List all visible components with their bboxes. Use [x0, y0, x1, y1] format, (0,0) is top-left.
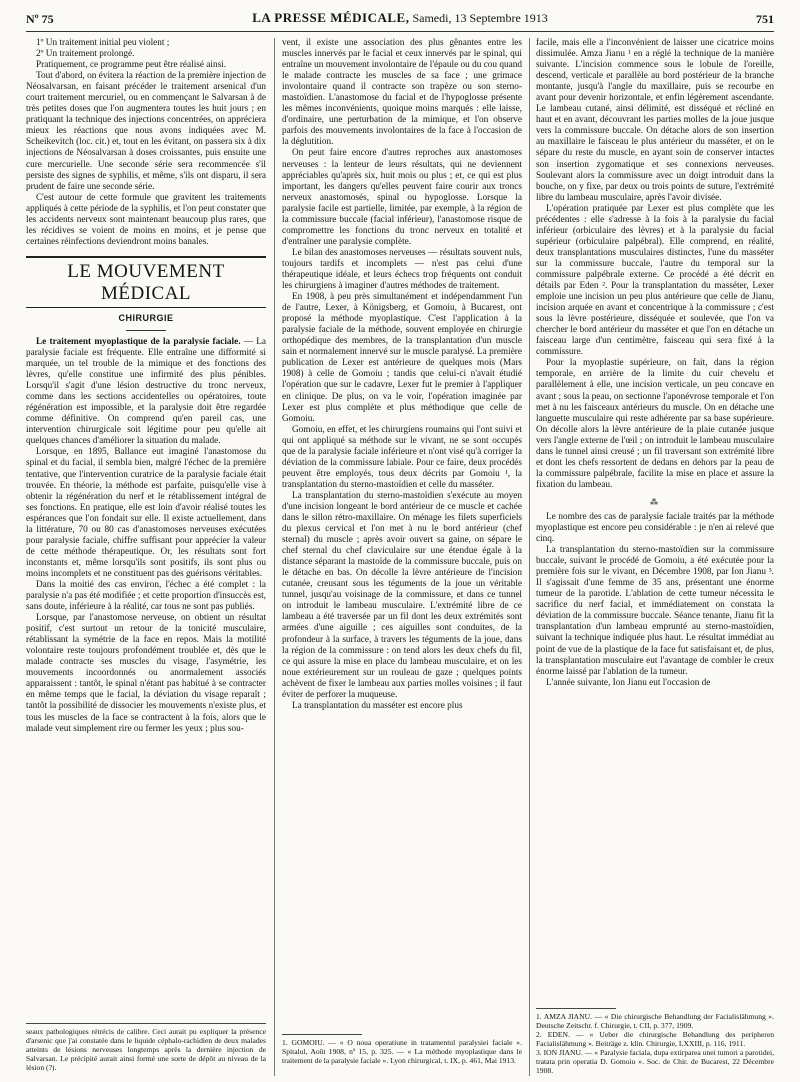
footnote-rule: [282, 1034, 362, 1035]
footnote-text: seaux pathologiques rétrécis de calibre. Ceci aurait pu expliquer la présence d'arsenic que j'ai constatée dans le liquide céphalo-rachidien de deux malades atteints de lésions nerveuses longtemps après la dernière injection de Salvarsan. Le précipité aurait ainsi formé une sorte de dépôt au niveau de la lésion (?).: [26, 1027, 266, 1072]
paragraph: L'année suivante, Ion Jianu eut l'occasion de: [546, 677, 711, 688]
paragraph: Le bilan des anastomoses nerveuses — résultats souvent nuls, toujours tardifs et incomplets — n'est pas celui d'une thérapeutique idéale, et leurs échecs trop fréquents ont conduit les chirurgiens à imaginer d'autres méthodes de traitement.: [282, 247, 522, 292]
footnote-continued: [26, 1023, 266, 1072]
paragraph: La transplantation du masséter est encore plus: [292, 700, 463, 711]
journal-name: LA PRESSE MÉDICALE,: [252, 10, 410, 25]
paragraph: L'opération pratiquée par Lexer est plus complète que les précédentes : elle s'adresse à la fois à la paralysie du facial inférieur (orbiculaire des lèvres) et à la paralysie du facial supérieur (orbiculaire palpébral). Elle comprend, en réalité, deux transplantations musculaires distinctes, l'une du masséter sur la commissure buccale, l'autre du temporal sur la commissure palpébrale externe. Ce procédé a été décrit en détails par Eden ². Pour la transplantation du masséter, Lexer emploie une incision un peu plus antérieure que celle de Jianu, incision arquée en avant et concentrique à la commissure ; c'est sous la lèvre postérieure, disséquée et soulevée, que l'on va chercher le bord antérieur du masséter et que l'on en détache un faisceau large d'un centimètre, faisceau qui sera fixé à la commissure.: [536, 203, 774, 358]
page-number: 751: [756, 12, 774, 26]
paragraph: facile, mais elle a l'inconvénient de laisser une cicatrice moins dissimulée. Amza Jianu ¹ en a réglé la technique de la manière suivante. L'incision commence sous le lobule de l'oreille, descend, verticale et parallèle au bord postérieur de la branche montante, jusqu'à l'angle du maxillaire, puis se recourbe en avant pour devenir horizontale, et enfin légèrement ascendante. Le lambeau cutané, ainsi délimité, est disséqué et récliné en haut et en avant, découvrant les parties molles de la joue jusque vers la commissure buccale. On détache alors de son insertion au maxillaire le faisceau le plus antérieur du masséter, et on le sépare du reste du muscle, en ayant soin de conserver intactes son insertion zygomatique et ses connexions nerveuses. Soulevant alors la commissure avec un doigt introduit dans la bouche, on y fixe, par deux ou trois points de suture, l'extrémité libre du lambeau musculaire, après l'avoir divisée.: [536, 38, 774, 203]
paragraph: Le nombre des cas de paralysie faciale traités par la méthode myoplastique est encore peu considérable : je n'en ai relevé que cinq.: [536, 511, 774, 545]
column-divider-1: [274, 38, 275, 1076]
issue-number: Nº 75: [26, 12, 54, 26]
paragraph: 1º Un traitement initial peu violent ;: [36, 38, 170, 48]
paragraph: En 1908, à peu près simultanément et indépendamment l'un de l'autre, Lexer, à Königsberg, et Gomoiu, à Bucarest, ont proposé la méthode myoplastique. C'est l'application à la paralysie faciale de la méthode, souvent employée en chirurgie orthopédique des membres, de la transplantation d'un muscle sain et normalement innervé sur le muscle paralysé. La première publication de Lexer est antérieure de quelques mois (Mars 1908) à celle de Gomoiu ; tandis que celui-ci n'avait étudié l'opération que sur le cadavre, Lexer fut le premier à l'appliquer en clinique. De plus, on va le voir, l'opération imaginée par Lexer est plus complète et plus méthodique que celle de Gomoiu.: [282, 292, 522, 424]
paragraph: Tout d'abord, on évitera la réaction de la première injection de Néosalvarsan, en faisant précéder le traitement arsenical d'un court traitement mercuriel, ou en commençant le Salvarsan à de très petites doses que l'on augmentera toutes les huit jours ; en pratiquant la technique des injections concentrées, on appréciera mieux les réactions que nous avons indiquées avec M. Scheikevitch (loc. cit.) et, tout en les évitant, on passera six à dix injections de Néosalvarsan à doses croissantes, puis ensuite une cure mercurielle. Une seconde série sera recommencée s'il persiste des signes de syphilis, et même, s'ils ont disparu, il sera prudent de faire une seconde série.: [26, 71, 266, 192]
footnotes: [536, 1008, 774, 1075]
paragraph: Gomoiu, en effet, et les chirurgiens roumains qui l'ont suivi et qui ont appliqué sa méthode sur le vivant, ne se sont occupés que de la paralysie faciale inférieure et n'ont visé qu'à corriger la déviation de la commissure labiale. Pour ce faire, deux procédés peuvent être employés, tous deux décrits par Gomoiu ¹, la transplantation du sterno-mastoïdien et celle du masséter.: [282, 424, 522, 490]
footnotes: [282, 1034, 522, 1065]
paragraph: Dans la moitié des cas environ, l'échec a été complet : la paralysie n'a pas été modifiée ; et cette proportion d'insuccès est, sans doute, inférieure à la réalité, car tous ne sont pas publiés.: [26, 579, 266, 613]
column-2: [282, 38, 522, 712]
page-header: [26, 6, 774, 32]
section-separator: ⁂: [650, 497, 660, 507]
article-title: Le traitement myoplastique de la paralysie faciale.: [36, 336, 241, 347]
paragraph: vent, il existe une association des plus gênantes entre les muscles innervés par le facial et ceux innervés par le spinal, qui entraîne un mouvement involontaire de l'épaule ou du cou quand le malade contracte les muscles de sa face ; une grimace involontaire quand il contracte son trapèze ou son sterno-mastoïdien. L'anastomose du facial et de l'hypoglosse présente les mêmes inconvénients, quoique moins marqués : elle laisse, d'ordinaire, une perturbation de la mimique, et l'on observe parfois des mouvements involontaires de la face à l'occasion de la déglutition.: [282, 38, 522, 148]
article-lead: [26, 337, 266, 447]
paragraph: On peut faire encore d'autres reproches aux anastomoses nerveuses : la lenteur de leurs résultats, qui ne deviennent appréciables qu'après six, huit mois ou plus ; et, ce qui est plus important, les dangers qu'elles peuvent faire courir aux troncs nerveux anastomosés, spinal ou hypoglosse. Lorsque la paralysie facile est partielle, limitée, par exemple, à la région de la commissure buccale (facial inférieur), l'anastomose risque de compromettre les fonctions du tronc nerveux en totalité et d'entraîner une paralysie complète.: [282, 148, 522, 247]
subsection-rule: [126, 330, 166, 331]
paragraph-text: — La paralysie faciale est fréquente. Elle entraîne une difformité si marquée, un tel trouble de la mimique et des fonctions des lèvres, qu'elle constitue une infirmité des plus pénibles. Lorsqu'il s'agit d'une lésion destructive du tronc nerveux, comme dans les sections accidentelles ou opératoires, toute régénération est impossible, et la paralysie doit être regardée comme définitive. On comprend qu'en pareil cas, une intervention chirurgicale soit légitime pour peu qu'elle ait quelques chances d'améliorer la situation du malade.: [26, 336, 266, 447]
footnote: 1. GOMOIU. — « O noua operatiune in tratamentul paralysiei faciale ». Spitalul, Août 1908, nº 15, p. 325. — « La méthode myoplastique dans le traitement de la paralysie faciale ». Lyon chirurgical, t. IX, p. 461, Mai 1913.: [282, 1038, 522, 1065]
section-heading: LE MOUVEMENT MÉDICAL: [26, 256, 266, 308]
paragraph: Lorsque, par l'anastomose nerveuse, on obtient un résultat positif, c'est surtout un retour de la tonicité musculaire, rétablissant la symétrie de la face en repos. Mais la motilité volontaire reste toujours profondément troublée et, dès que le malade contracte ses muscles du visage, l'asymétrie, les mouvements incoordonnés ou anormalement associés apparaissent : tantôt, le spinal n'étant pas habitué à se contracter en même temps que le facial, la déviation du visage reparaît ; tantôt la possibilité de dissocier les mouvements n'existe plus, et tous les muscles de la face se contractent à la fois, alors que le malade veut simplement rire ou fermer les yeux ; plus sou-: [26, 613, 266, 734]
issue-date: Samedi, 13 Septembre 1913: [412, 11, 548, 25]
subsection-heading: CHIRURGIE: [118, 312, 174, 323]
paragraph: Lorsque, en 1895, Ballance eut imaginé l'anastomose du spinal et du facial, il sembla bien, malgré l'échec de la première tentative, que l'intervention curatrice de la paralysie faciale était trouvée. En théorie, la méthode est parfaite, puisqu'elle vise à obtenir la régénération du nerf et le rétablissement intégral de ses fonctions. En pratique, elle est loin d'avoir réalisé toutes les espérances que l'on fondait sur elle. Il existe actuellement, dans la littérature, 70 ou 80 cas d'anastomoses nerveuses exécutées pour paralysie faciale, chiffre suffisant pour apprécier la valeur de cette méthode thérapeutique. Or, les résultats sont fort inconstants et, même lorsqu'ils sont positifs, ils sont plus ou moins incomplets et ne constituent pas des guérisons véritables.: [26, 447, 266, 579]
running-title: [26, 10, 774, 26]
paragraph: Pour la myoplastie supérieure, on fait, dans la région temporale, en arrière de la limite du cuir chevelu et parallèlement à elle, une incision verticale, un peu concave en avant ; sous la peau, on sectionne l'aponévrose temporale et l'on met à nu les faisceaux antérieurs du muscle. On en détache une languette musculaire qui reste adhérente par sa base supérieure. On décolle alors la lèvre antérieure de la plaie cutanée jusque vers l'angle externe de l'œil ; on introduit le lambeau musculaire dans le tunnel ainsi creusé ; un fil traversant son extrémité libre et dont les chefs ressortent de dedans en dehors par la peau de la commissure palpébrale, facilite la mise en place et assure la fixation du lambeau.: [536, 358, 774, 490]
footnote: 1. AMZA JIANU. — « Die chirurgische Behandlung der Facialislähmung ». Deutsche Zeitschr. f. Chirurgie, t. CII, p. 377, 1909.: [536, 1012, 774, 1030]
paragraph: C'est autour de cette formule que gravitent les traitements appliqués à cette période de la syphilis, et l'on peut constater que les accidents nerveux sont maintenant beaucoup plus rares, que les récidives se voient de moins en moins, et je pense que certaines réinfections deviendront moins banales.: [26, 192, 266, 247]
column-1: [26, 38, 266, 735]
paragraph: 2º Un traitement prolongé.: [36, 49, 135, 60]
footnote: 3. ION JIANU. — « Paralysie faciala, dupa extirparea unei tumori a parotidei, tratata prin operatia D. Gomoiu ». Soc. de Chir. de Bucarest, 22 Décembre 1908.: [536, 1048, 774, 1075]
paragraph: La transplantation du sterno-mastoïdien s'exécute au moyen d'une incision longeant le bord antérieur de ce muscle et cachée dans le sillon rétro-maxillaire. On ménage les filets superficiels du plexus cervical et l'on met à nu le bord antérieur (chef sternal) du muscle ; après avoir ouvert sa gaine, on sépare le chef sternal du chef claviculaire sur une étendue égale à la distance séparant la mastoïde de la commissure buccale, puis on le détache en bas. On décolle la lèvre antérieure de l'incision cutanée, creusant sous les téguments de la joue un véritable tunnel, jusqu'au voisinage de la commissure, et dans ce tunnel on introduit le lambeau musculaire. L'extrémité libre de ce lambeau a été traversée par un fil dont les deux extrémités sont armées d'une aiguille ; ces aiguilles sont conduites, de la profondeur à la surface, à travers les téguments de la joue, dans la région de la commissure : on tend alors les deux chefs du fil, ce qui assure la mise en place du lambeau musculaire, et on les noue extérieurement sur un rouleau de gaze ; quelques points achèvent de fixer le lambeau aux parties molles voisines ; il faut éviter de perforer la muqueuse.: [282, 490, 522, 700]
footnote-rule: [536, 1008, 616, 1009]
header-rule: [26, 31, 774, 32]
paragraph: Pratiquement, ce programme peut être réalisé ainsi.: [36, 60, 227, 71]
footnote-rule: [26, 1023, 266, 1024]
column-divider-2: [529, 38, 530, 1076]
paragraph: La transplantation du sterno-mastoïdien sur la commissure buccale, suivant le procédé de Gomoiu, a été exécutée pour la première fois sur le vivant, en Décembre 1908, par Ion Jianu ³. Il s'agissait d'une femme de 35 ans, présentant une énorme tumeur de la parotide. L'ablation de cette tumeur nécessita le sacrifice du nerf facial, et immédiatement on constata la déviation de la commissure buccale. Séance tenante, Jianu fit la transplantation d'un lambeau emprunté au sterno-mastoïdien, suivant la technique indiquée plus haut. Le résultat immédiat au point de vue de la plastique de la face fut satisfaisant et, de plus, la transplantation musculaire eut l'avantage de combler le creux énorme laissé par l'ablation de la tumeur.: [536, 545, 774, 677]
footnote: 2. EDEN. — « Ueber die chirurgische Behandlung des peripheren Facialislähmung ». Beiträge z. klin. Chirurgie, LXXIII, p. 116, 1911.: [536, 1030, 774, 1048]
column-3: [536, 38, 774, 689]
